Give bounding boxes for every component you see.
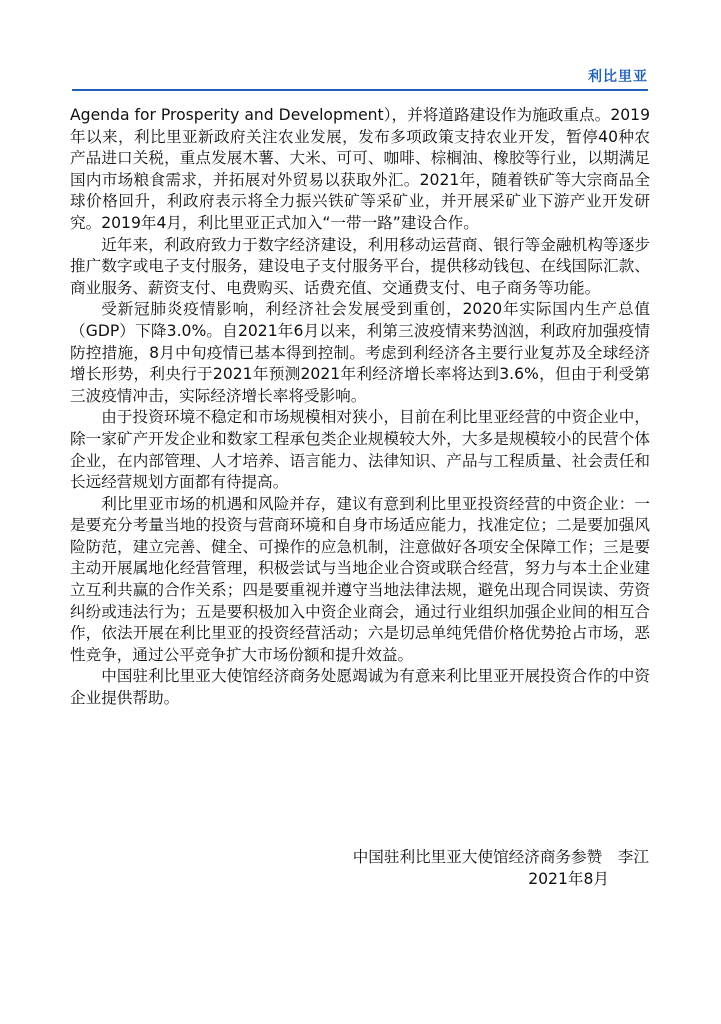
header-title: 利比里亚 [588,69,648,85]
paragraph: 受新冠肺炎疫情影响，利经济社会发展受到重创，2020年实际国内生产总值（GDP）下降3.0%。自2021年6月以来，利第三波疫情来势汹汹，利政府加强疫情防控措施，8月中旬疫情已基本得到控制。考虑到利经济各主要行业复苏及全球经济增长形势，利央行于2021年预测2021年利经济增长率将达到3.6%，但由于利受第三波疫情冲击，实际经济增长率将受影响。 [70,300,650,405]
signature-author: 中国驻利比里亚大使馆经济商务参赞 李江 [352,848,649,866]
page-header [72,62,648,92]
body-text [70,105,650,710]
paragraph: 利比里亚市场的机遇和风险并存，建议有意到利比里亚投资经营的中资企业：一是要充分考量当地的投资与营商环境和自身市场适应能力，找准定位；二是要加强风险防范，建立完善、健全、可操作的应急机制，注意做好各项安全保障工作；三是要主动开展属地化经营管理，积极尝试与当地企业合资或联合经营，努力与本土企业建立互利共赢的合作关系；四是要重视并遵守当地法律法规，避免出现合同误读、劳资纠纷或违法行为；五是要积极加入中资企业商会，通过行业组织加强企业间的相互合作，依法开展在利比里亚的投资经营活动；六是切忌单纯凭借价格优势抢占市场，恶性竞争，通过公平竞争扩大市场份额和提升效益。 [70,494,650,664]
paragraph: Agenda for Prosperity and Development），并将道路建设作为施政重点。2019年以来，利比里亚新政府关注农业发展，发布多项政策支持农业开发，暂停40种农产品进口关税，重点发展木薯、大米、可可、咖啡、棕榈油、橡胶等行业，以期满足国内市场粮食需求，并拓展对外贸易以获取外汇。2021年，随着铁矿等大宗商品全球价格回升，利政府表示将全力振兴铁矿等采矿业，并开展采矿业下游产业开发研究。2019年4月，利比里亚正式加入“一带一路”建设合作。 [70,106,650,232]
header-rule [72,89,648,91]
paragraph: 由于投资环境不稳定和市场规模相对狭小，目前在利比里亚经营的中资企业中，除一家矿产开发企业和数家工程承包类企业规模较大外，大多是规模较小的民营个体企业，在内部管理、人才培养、语言能力、法律知识、产品与工程质量、社会责任和长远经营规划方面都有待提高。 [70,408,650,492]
signature-date: 2021年8月 [528,870,609,888]
paragraph: 近年来，利政府致力于数字经济建设，利用移动运营商、银行等金融机构等逐步推广数字或电子支付服务，建设电子支付服务平台，提供移动钱包、在线国际汇款、商业服务、薪资支付、电费购买、话费充值、交通费支付、电子商务等功能。 [70,235,650,297]
paragraph: 中国驻利比里亚大使馆经济商务处愿竭诚为有意来利比里亚开展投资合作的中资企业提供帮助。 [70,667,650,708]
signature [353,846,649,890]
